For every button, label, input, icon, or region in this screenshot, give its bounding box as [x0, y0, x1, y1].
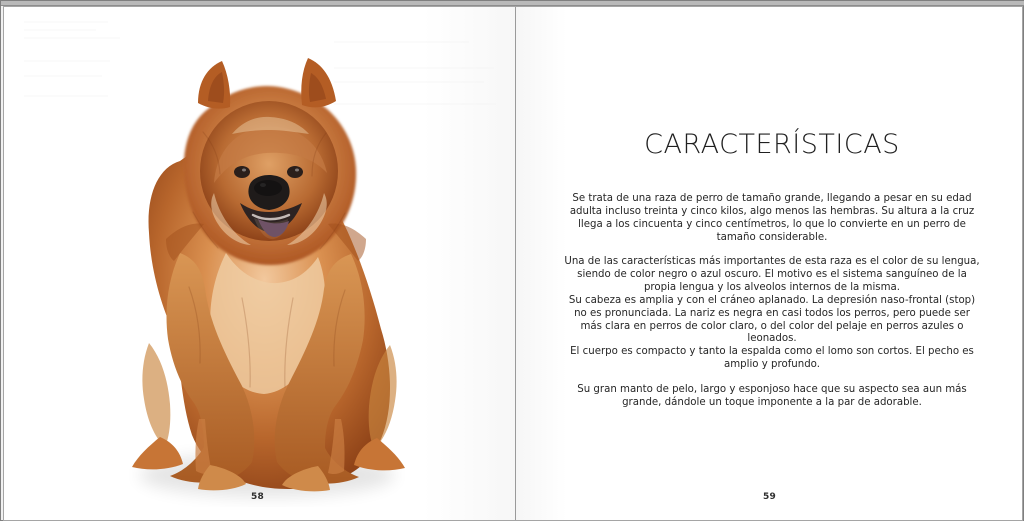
- left-page: [4, 7, 516, 520]
- paragraph-1: [562, 193, 982, 244]
- paragraph-line: más clara en perros de color claro, o del color del pelaje en perros azules o: [580, 320, 964, 332]
- paragraph-line: leonados.: [747, 333, 797, 345]
- paragraph-line: grande, dándole un toque imponente a la par de adorable.: [622, 396, 922, 408]
- paragraph-line: El cuerpo es compacto y tanto la espalda como el lomo son cortos. El pecho es: [570, 346, 974, 358]
- paragraph-line: Su gran manto de pelo, largo y esponjoso hace que su aspecto sea aun más: [577, 383, 967, 395]
- book-spread: [3, 6, 1023, 521]
- paragraph-line: Su cabeza es amplia y con el cráneo aplanado. La depresión naso-frontal (stop): [568, 294, 976, 306]
- right-page-number: 59: [763, 492, 776, 502]
- characteristics-text: [562, 193, 982, 410]
- characteristics-content: [562, 131, 982, 410]
- paragraph-line: adulta incluso treinta y cinco kilos, algo menos las hembras. Su altura a la cruz: [569, 205, 975, 217]
- paragraph-line: amplio y profundo.: [724, 359, 820, 371]
- paragraph-line: llega a los cincuenta y cinco centímetros, lo que lo convierte en un perro de: [578, 218, 966, 230]
- paragraph-line: Se trata de una raza de perro de tamaño grande, llegando a pesar en su edad: [572, 193, 972, 204]
- paragraph-line: siendo de color negro o azul oscuro. El motivo es el sistema sanguíneo de la: [577, 269, 967, 281]
- paragraph-spacing: [562, 372, 982, 384]
- paragraph-line: tamaño considerable.: [716, 231, 828, 243]
- page-title: CARACTERÍSTICAS: [644, 129, 900, 160]
- paragraph-line: propia lengua y los alveolos internos de la misma.: [643, 282, 901, 294]
- left-page-number: 58: [251, 492, 264, 502]
- paragraph-line: Una de las características más importantes de esta raza es el color de su lengua,: [564, 256, 980, 268]
- right-page: [516, 7, 1022, 520]
- chow-chow-photo: [122, 43, 417, 507]
- paragraph-2: [562, 256, 982, 372]
- paragraph-line: no es pronunciada. La nariz es negra en casi todos los perros, pero puede ser: [574, 307, 970, 319]
- paragraph-3: [562, 384, 982, 410]
- paragraph-spacing: [562, 244, 982, 256]
